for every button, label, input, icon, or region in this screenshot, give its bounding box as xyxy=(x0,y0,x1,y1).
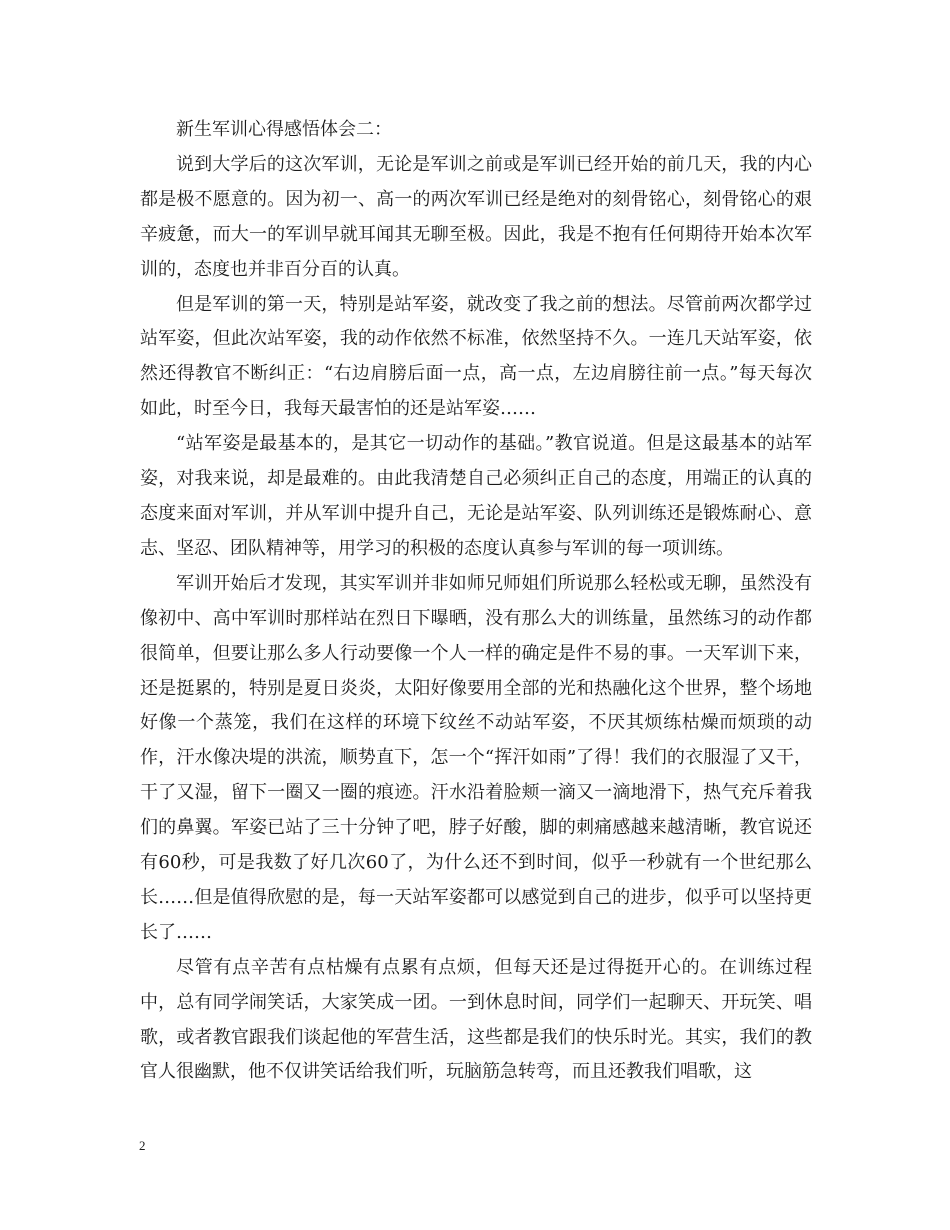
paragraph-5: 尽管有点辛苦有点枯燥有点累有点烦，但每天还是过得挺开心的。在训练过程中，总有同学闹笑话，大家笑成一团。一到休息时间，同学们一起聊天、开玩笑、唱歌，或者教官跟我们谈起他的军营生活，这些都是我们的快乐时光。其实，我们的教官人很幽默，他不仅讲笑话给我们听，玩脑筋急转弯，而且还教我们唱歌，这 xyxy=(140,956,812,1083)
section-heading: 新生军训心得感悟体会二： xyxy=(176,119,392,140)
document-body xyxy=(140,113,812,1090)
paragraph-2: 但是军训的第一天，特别是站军姿，就改变了我之前的想法。尽管前两次都学过站军姿，但此次站军姿，我的动作依然不标准，依然坚持不久。一连几天站军姿，依然还得教官不断纠正：“右边肩膀后面一点，高一点，左边肩膀往前一点。”每天每次如此，时至今日，我每天最害怕的还是站军姿…… xyxy=(140,293,812,420)
page-number: 2 xyxy=(139,1138,146,1153)
paragraph-3: “站军姿是最基本的，是其它一切动作的基础。”教官说道。但是这最基本的站军姿，对我来说，却是最难的。由此我清楚自己必须纠正自己的态度，用端正的认真的态度来面对军训，并从军训中提升自己，无论是站军姿、队列训练还是锻炼耐心、意志、坚忍、团队精神等，用学习的积极的态度认真参与军训的每一项训练。 xyxy=(140,433,812,559)
paragraph-4: 军训开始后才发现，其实军训并非如师兄师姐们所说那么轻松或无聊，虽然没有像初中、高中军训时那样站在烈日下曝晒，没有那么大的训练量，虽然练习的动作都很简单，但要让那么多人行动要像一个人一样的确定是件不易的事。一天军训下来，还是挺累的，特别是夏日炎炎，太阳好像要用全部的光和热融化这个世界，整个场地好像一个蒸笼，我们在这样的环境下纹丝不动站军姿，不厌其烦练枯燥而烦琐的动作，汗水像决堤的洪流，顺势直下，怎一个“挥汗如雨”了得！我们的衣服湿了又干，干了又湿，留下一圈又一圈的痕迹。汗水沿着脸颊一滴又一滴地滑下，热气充斥着我们的鼻翼。军姿已站了三十分钟了吧，脖子好酸，脚的刺痛感越来越清晰，教官说还有60秒，可是我数了好几次60了，为什么还不到时间，似乎一秒就有一个世纪那么长……但是值得欣慰的是，每一天站军姿都可以感觉到自己的进步，似乎可以坚持更长了…… xyxy=(140,572,812,943)
paragraph-1: 说到大学后的这次军训，无论是军训之前或是军训已经开始的前几天，我的内心都是极不愿意的。因为初一、高一的两次军训已经是绝对的刻骨铭心，刻骨铭心的艰辛疲惫，而大一的军训早就耳闻其无聊至极。因此，我是不抱有任何期待开始本次军训的，态度也并非百分百的认真。 xyxy=(140,153,812,280)
